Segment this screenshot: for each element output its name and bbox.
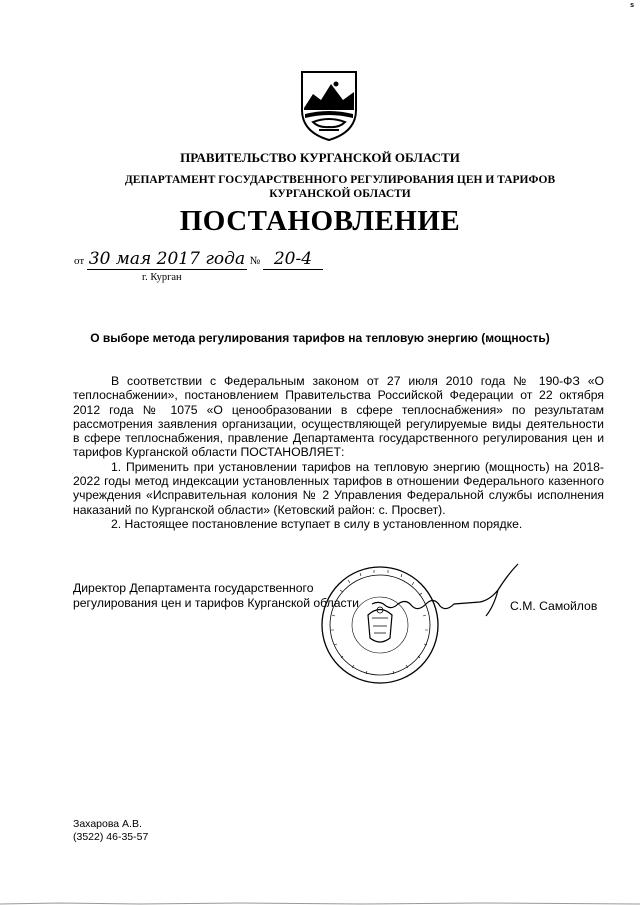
- date-from-label: от: [74, 255, 85, 267]
- signatory-name: С.М. Самойлов: [510, 599, 598, 613]
- date-line: [74, 249, 323, 270]
- corner-mark: s: [630, 2, 634, 9]
- item-2-paragraph: 2. Настоящее постановление вступает в силу в установленном порядке.: [111, 516, 523, 531]
- department-title: ДЕПАРТАМЕНТ ГОСУДАРСТВЕННОГО РЕГУЛИРОВАНИЯ ЦЕН И ТАРИФОВ КУРГАНСКОЙ ОБЛАСТИ: [124, 174, 556, 200]
- document-subject: О выборе метода регулирования тарифов на тепловую энергию (мощность): [90, 331, 550, 345]
- document-date: 30 мая 2017 года: [88, 249, 246, 269]
- document-type-title: ПОСТАНОВЛЕНИЕ: [179, 205, 461, 237]
- scan-noise-strip: [0, 895, 640, 905]
- kurgan-coat-of-arms-icon: [299, 70, 359, 142]
- document-number: 20-4: [263, 249, 323, 270]
- handwritten-signature: [370, 560, 530, 620]
- number-label: №: [249, 255, 261, 267]
- document-body: [73, 374, 604, 531]
- executor-block: [73, 818, 148, 844]
- executor-phone: (3522) 46-35-57: [73, 831, 149, 843]
- preamble-paragraph: В соответствии с Федеральным законом от 27 июля 2010 года № 190-ФЗ «О теплоснабжении», постановлением Правительства Российской Федерации от 22 октября 2012 года № 1075 «О ценообразовании в сфере теплоснабжения» по результатам рассмотрения заявления организации, осуществляющей регулируемые виды деятельности в сфере теплоснабжения, правление Департамента государственного регулирования цен и тарифов Курганской области ПОСТАНОВЛЯЕТ:: [73, 374, 604, 460]
- signatory-position: [73, 581, 359, 610]
- city-label: г. Курган: [142, 272, 182, 283]
- item-1-paragraph: 1. Применить при установлении тарифов на тепловую энергию (мощность) на 2018-2022 годы метод индексации установленных тарифов в отношении Федерального казенного учреждения «Исправительная колония № 2 Управления Федеральной службы исполнения наказаний по Курганской области» (Кетовский район: с. Просвет).: [73, 459, 604, 517]
- signatory-position-line-2: регулирования цен и тарифов Курганской области: [73, 595, 359, 610]
- government-title: ПРАВИТЕЛЬСТВО КУРГАНСКОЙ ОБЛАСТИ: [180, 150, 460, 165]
- signatory-position-line-1: Директор Департамента государственного: [73, 581, 314, 595]
- executor-name: Захарова А.В.: [73, 818, 142, 830]
